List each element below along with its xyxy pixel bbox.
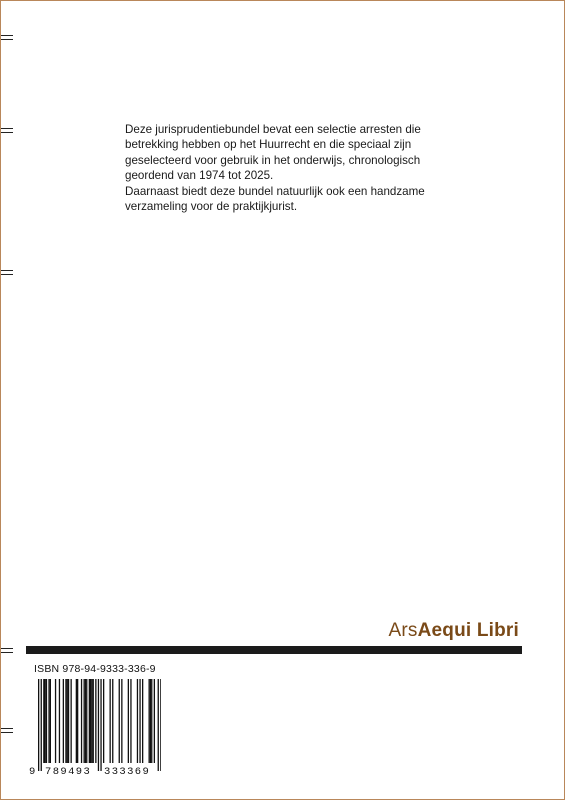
divider-bar	[26, 646, 522, 654]
barcode-bar	[50, 679, 51, 763]
blurb-paragraph-1: Deze jurisprudentiebundel bevat een selectie arresten die betrekking hebben op het Huurrecht en die speciaal zijn geselecteerd voor gebruik in het onderwijs, chronologisch geordend van 1974 tot 2025.	[125, 123, 421, 183]
crop-mark	[1, 35, 13, 40]
barcode-digits-left: 789493	[45, 766, 92, 778]
barcode-bar	[154, 679, 155, 763]
crop-mark	[1, 128, 13, 133]
back-cover-blurb	[125, 122, 445, 214]
barcode-bar	[112, 679, 113, 763]
barcode-bar	[48, 679, 49, 763]
barcode-bar	[63, 679, 64, 763]
barcode-bar	[130, 679, 131, 763]
barcode-bar	[71, 679, 72, 763]
publisher-name-part2: Aequi Libri	[417, 620, 519, 641]
barcode-bar	[59, 679, 60, 763]
barcode-bar	[89, 679, 90, 763]
publisher-name-part1: Ars	[388, 620, 418, 641]
barcode-bar	[95, 679, 96, 763]
barcode-bar	[158, 679, 159, 771]
barcode-bar	[67, 679, 68, 763]
barcode-bar	[81, 679, 82, 763]
crop-mark	[1, 728, 13, 733]
barcode	[29, 679, 161, 775]
barcode-bar	[139, 679, 140, 763]
barcode-bar	[77, 679, 78, 763]
blurb-paragraph-2: Daarnaast biedt deze bundel natuurlijk ook een handzame verzameling voor de praktijkjurist.	[125, 184, 425, 214]
barcode-bar	[150, 679, 151, 763]
barcode-bar	[137, 679, 138, 763]
barcode-bar	[98, 679, 99, 771]
barcode-bar	[103, 679, 104, 763]
barcode-bar	[119, 679, 120, 763]
barcode-bar	[38, 679, 39, 771]
barcode-bar	[91, 679, 92, 763]
barcode-bar	[65, 679, 66, 763]
barcode-bar	[68, 679, 69, 763]
barcode-bar	[45, 679, 46, 763]
barcode-bar	[93, 679, 94, 763]
barcode-bar	[46, 679, 47, 763]
barcode-bar	[151, 679, 152, 763]
barcode-bar	[55, 679, 56, 763]
crop-mark	[1, 270, 13, 275]
barcode-digit-first: 9	[29, 766, 37, 778]
isbn-label: ISBN 978-94-9333-336-9	[34, 663, 156, 675]
barcode-bar	[110, 679, 111, 763]
barcode-bar	[160, 679, 161, 771]
barcode-bar	[76, 679, 77, 763]
publisher-logo	[388, 620, 519, 642]
barcode-bar	[84, 679, 85, 763]
barcode-bar	[128, 679, 129, 763]
barcode-bar	[86, 679, 87, 763]
barcode-bar	[41, 679, 42, 771]
barcode-bar	[142, 679, 143, 763]
barcode-bar	[90, 679, 91, 763]
crop-mark	[1, 648, 13, 653]
barcode-digits-right: 333369	[104, 766, 151, 778]
barcode-bar	[43, 679, 44, 763]
barcode-bar	[149, 679, 150, 763]
barcode-bar	[121, 679, 122, 763]
barcode-bar	[85, 679, 86, 763]
barcode-bar	[100, 679, 101, 771]
